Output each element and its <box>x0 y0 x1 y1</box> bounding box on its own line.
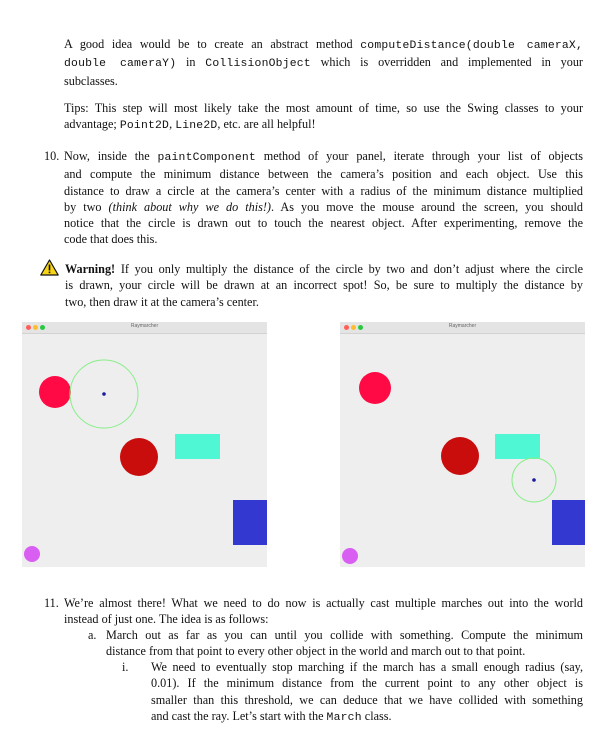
substep-label-a: a. <box>88 628 97 642</box>
warning-label: Warning! <box>65 262 116 276</box>
teal-rectangle <box>175 434 220 459</box>
window-title: Raymarcher <box>448 323 477 329</box>
scene-right <box>340 334 585 567</box>
window-titlebar <box>22 322 267 334</box>
window-title: Raymarcher <box>130 323 159 329</box>
code-line2d: Line2D <box>175 120 218 133</box>
emphasis-think-about: (think about why we do this!) <box>108 199 271 214</box>
step-10-paragraph: Now, inside the paintComponent method of your panel, iterate through your list of objects and compute the minimum distance between the camera’s position and each object. Use this distance to draw a circle at the camera’s center with a radius of the minimum distance multiplied by two (think about why we do this!). As you move the mouse around the screen, you should notice that the circle is drawn out to touch the nearest object. After experimenting, remove the code that does this. <box>64 149 584 247</box>
purple-circle <box>342 548 358 564</box>
intro-paragraph: A good idea would be to create an abstract method computeDistance(double cameraX, double cameraY) in CollisionObject which is overridden and implemented in your subclasses. <box>64 37 583 88</box>
screenshot-left <box>22 322 267 567</box>
tips-paragraph: Tips: This step will most likely take the most amount of time, so use the Swing classes to your advantage; Point2D, Line2D, etc. are all helpful! <box>64 101 583 133</box>
substep-label-i: i. <box>122 660 129 674</box>
red-circle <box>39 376 71 408</box>
blue-rectangle <box>233 500 267 545</box>
red-circle <box>359 372 391 404</box>
dark-red-circle <box>441 437 479 475</box>
scene-left <box>22 334 267 567</box>
teal-rectangle <box>495 434 540 459</box>
camera-dot <box>102 392 106 396</box>
purple-circle <box>24 546 40 562</box>
code-cameray: double cameraY) <box>64 58 177 71</box>
code-point2d: Point2D <box>119 120 170 133</box>
step-number-10: 10. <box>44 149 60 163</box>
blue-rectangle <box>552 500 585 545</box>
warning-triangle-icon <box>40 259 59 276</box>
substep-i-paragraph: We need to eventually stop marching if the march has a small enough radius (say, 0.01). If the minimum distance from the current point to any other object is smaller than this threshold, we can deduce that we have collided with something and cast the ray. Let’s start with the March class. <box>151 660 583 724</box>
camera-dot <box>532 478 536 482</box>
warning-paragraph: Warning! If you only multiply the distance of the circle by two and don’t adjust where the circle is drawn, your circle will be drawn at an incorrect spot! So, be sure to multiply the distance by two, then draw it at the camera’s center. <box>65 262 583 309</box>
code-collisionobject: CollisionObject <box>205 58 311 71</box>
intro-text: A good idea would be to create an abstract method <box>64 37 361 51</box>
code-paintcomponent: paintComponent <box>157 152 256 164</box>
code-march: March <box>326 711 362 724</box>
step-11-paragraph: We’re almost there! What we need to do now is actually cast multiple marches out into the world instead of just one. The idea is as follows: <box>64 596 583 627</box>
code-computedistance: computeDistance(double cameraX, <box>360 40 583 52</box>
substep-a-paragraph: March out as far as you can until you collide with something. Compute the minimum distance from that point to every other object in the world and march out to that point. <box>106 628 583 659</box>
window-titlebar <box>340 322 585 334</box>
dark-red-circle <box>120 438 158 476</box>
screenshot-right <box>340 322 585 567</box>
step-number-11: 11. <box>44 596 59 610</box>
